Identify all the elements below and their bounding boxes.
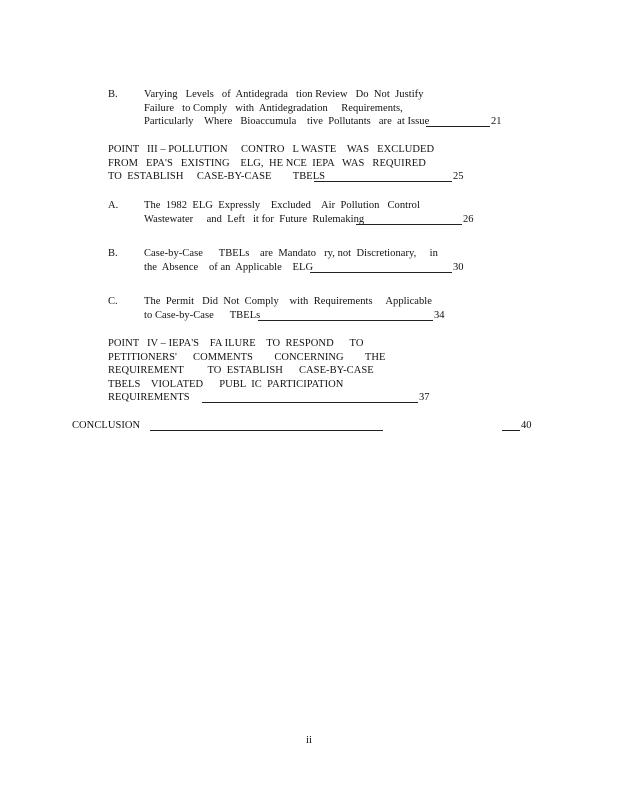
toc-entry-text: the Absence of an Applicable ELG	[144, 261, 314, 273]
toc-entry-text: POINT IV – IEPA'S FA ILURE TO RESPOND TO	[108, 338, 364, 349]
toc-entry-text: FROM EPA'S EXISTING ELG, HE NCE IEPA WAS REQUIRED	[108, 157, 426, 169]
toc-entry-text: POINT III – POLLUTION CONTRO L WASTE WAS EXCLUDED	[108, 144, 435, 155]
toc-entry-text: The 1982 ELG Expressly Excluded Air Pollution Control	[144, 200, 420, 211]
dot-leader	[310, 272, 452, 273]
toc-page-number: 30	[453, 261, 464, 273]
toc-entry-text: CONCLUSION	[72, 420, 141, 431]
dot-leader	[356, 224, 462, 225]
toc-entry-point-iv	[108, 337, 430, 405]
toc-entry-label: C.	[108, 296, 118, 307]
dot-leader	[314, 181, 452, 182]
toc-page-number: 34	[434, 309, 445, 321]
toc-entry-label: B.	[108, 248, 118, 259]
toc-entry-text: The Permit Did Not Comply with Requirements Applicable	[144, 296, 432, 307]
dot-leader	[150, 430, 383, 431]
toc-page-number: 25	[453, 171, 464, 183]
toc-entry-text: TBELS VIOLATED PUBL IC PARTICIPATION	[108, 378, 344, 390]
dot-leader	[502, 430, 520, 431]
toc-entry-text: Case-by-Case TBELs are Mandato ry, not Discretionary, in	[144, 248, 438, 259]
toc-page-number: 26	[463, 213, 474, 225]
toc-entry-text: Failure to Comply with Antidegradation Requirements,	[144, 102, 403, 114]
toc-entry-text: Varying Levels of Antidegrada tion Review Do Not Justify	[144, 89, 424, 100]
toc-entry-text: Wastewater and Left it for Future Rulemaking	[144, 213, 365, 225]
dot-leader	[426, 126, 490, 127]
toc-page-number: 21	[491, 116, 502, 128]
page-number-footer: ii	[305, 734, 313, 746]
toc-page-number: 37	[419, 392, 430, 404]
dot-leader	[258, 320, 433, 321]
dot-leader	[202, 402, 418, 403]
toc-entry-label: A.	[108, 200, 119, 211]
toc-entry-label: B.	[108, 89, 118, 100]
toc-entry-text: PETITIONERS' COMMENTS CONCERNING THE	[108, 351, 386, 363]
toc-entry-text: TO ESTABLISH CASE-BY-CASE TBELS	[108, 171, 326, 183]
toc-entry-text: to Case-by-Case TBELs	[144, 309, 261, 321]
toc-page-number: 40	[521, 420, 532, 431]
toc-entry-point-iii	[108, 143, 464, 184]
toc-entry-text: REQUIREMENTS	[108, 392, 190, 404]
toc-entry-text: Particularly Where Bioaccumula tive Pollutants are at Issue	[144, 116, 430, 128]
toc-entry-conclusion	[72, 419, 532, 433]
toc-entry-text: REQUIREMENT TO ESTABLISH CASE-BY-CASE	[108, 365, 374, 377]
